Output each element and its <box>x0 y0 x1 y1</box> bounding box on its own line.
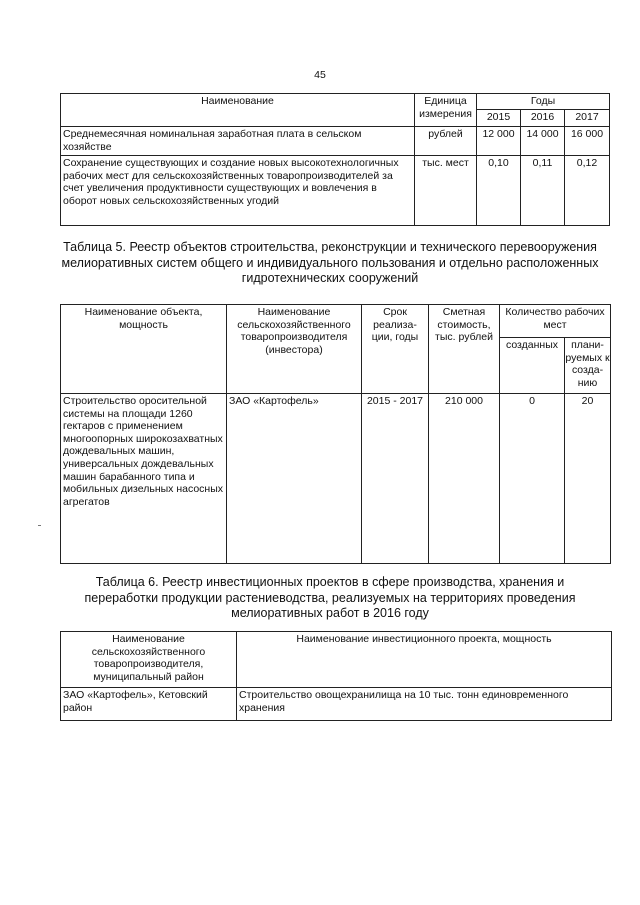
table-row <box>61 688 612 721</box>
indicator-unit: рублей <box>415 127 477 156</box>
scan-mark <box>38 525 41 526</box>
header-object: Наименование объекта, мощность <box>61 305 227 394</box>
page-number: 45 <box>314 69 326 81</box>
indicator-value: 12 000 <box>477 127 521 156</box>
header-years: Годы <box>477 94 610 110</box>
object-name: Строительство оросительной системы на площади 1260 гектаров с применением многоопорных широкозахватных дождевальных машин, универсальных дождевальных машин барабанного типа и мобильных дизельных насосных агрегатов <box>61 394 227 564</box>
indicator-name: Сохранение существующих и создание новых высокотехнологичных рабочих мест для сельскохозяйственных товаропроизводителей за счет увеличения продуктивности существующих и вовлечения в оборот новых сельскохозяйственных угодий <box>61 156 415 226</box>
cost-value: 210 000 <box>429 394 500 564</box>
construction-registry-table <box>60 304 611 564</box>
table5-caption: Таблица 5. Реестр объектов строительства, реконструкции и технического перевооружения мелиоративных систем общего и индивидуального пользования и отдельно расположенных гидротехнических сооружений <box>61 240 599 285</box>
indicator-unit: тыс. мест <box>415 156 477 226</box>
indicator-value: 16 000 <box>565 127 610 156</box>
header-cost: Сметная стоимость, тыс. рублей <box>429 305 500 394</box>
header-project: Наименование инвестиционного проекта, мощность <box>237 632 612 688</box>
header-planned: плани-руемых к созда-нию <box>565 338 611 394</box>
created-value: 0 <box>500 394 565 564</box>
indicator-value: 0,10 <box>477 156 521 226</box>
project-name: Строительство овощехранилища на 10 тыс. тонн единовременного хранения <box>237 688 612 721</box>
indicator-value: 14 000 <box>521 127 565 156</box>
term-value: 2015 - 2017 <box>362 394 429 564</box>
year-header: 2017 <box>565 110 610 127</box>
table-row <box>61 394 611 564</box>
indicator-value: 0,12 <box>565 156 610 226</box>
producer-name: ЗАО «Картофель», Кетовский район <box>61 688 237 721</box>
header-term: Срок реализа-ции, годы <box>362 305 429 394</box>
table-row <box>61 127 610 156</box>
indicator-name: Среднемесячная номинальная заработная плата в сельском хозяйстве <box>61 127 415 156</box>
year-header: 2016 <box>521 110 565 127</box>
header-jobs: Количество рабочих мест <box>500 305 611 338</box>
indicators-table <box>60 93 610 226</box>
indicator-value: 0,11 <box>521 156 565 226</box>
header-name: Наименование <box>61 94 415 127</box>
producer-name: ЗАО «Картофель» <box>227 394 362 564</box>
header-producer: Наименование сельскохозяйственного товаропроизводителя (инвестора) <box>227 305 362 394</box>
year-header: 2015 <box>477 110 521 127</box>
table6-caption: Таблица 6. Реестр инвестиционных проектов в сфере производства, хранения и переработки продукции растениеводства, реализуемых на территориях проведения мелиоративных работ в 2016 году <box>84 575 576 620</box>
planned-value: 20 <box>565 394 611 564</box>
investment-projects-table <box>60 631 612 721</box>
table-row <box>61 156 610 226</box>
header-created: созданных <box>500 338 565 394</box>
header-producer: Наименование сельскохозяйственного товаропроизводителя, муниципальный район <box>61 632 237 688</box>
header-unit: Единица измерения <box>415 94 477 127</box>
